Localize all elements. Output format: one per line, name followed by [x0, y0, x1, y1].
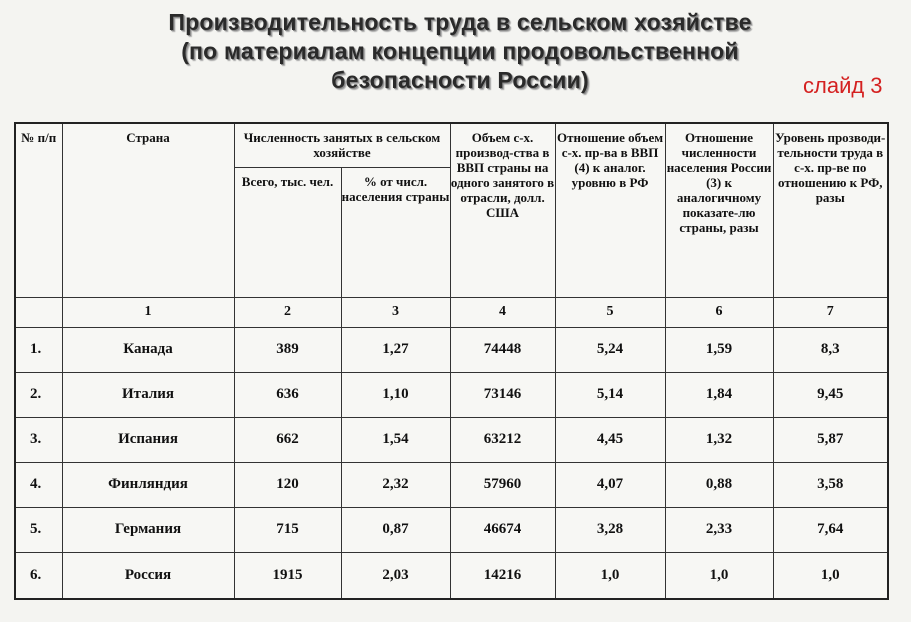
row-total: 120	[234, 462, 341, 507]
row-index: 3.	[15, 417, 62, 462]
column-number: 2	[234, 297, 341, 327]
row-country: Испания	[62, 417, 234, 462]
header-employed-total: Всего, тыс. чел.	[234, 167, 341, 297]
row-level: 7,64	[773, 507, 888, 552]
header-employed-group: Численность занятых в сельском хозяйстве	[234, 123, 450, 167]
row-output-ratio: 4,07	[555, 462, 665, 507]
row-pct: 2,32	[341, 462, 450, 507]
row-pop-ratio: 1,84	[665, 372, 773, 417]
table-row	[15, 552, 888, 599]
header-country: Страна	[62, 123, 234, 297]
row-output: 14216	[450, 552, 555, 599]
row-pct: 1,10	[341, 372, 450, 417]
slide-label: слайд 3	[803, 73, 883, 98]
header-num: № п/п	[15, 123, 62, 297]
table-row	[15, 417, 888, 462]
row-index: 2.	[15, 372, 62, 417]
row-index: 1.	[15, 327, 62, 372]
header-row-top	[15, 123, 888, 167]
column-number: 3	[341, 297, 450, 327]
row-output-ratio: 5,24	[555, 327, 665, 372]
row-pop-ratio: 0,88	[665, 462, 773, 507]
row-level: 3,58	[773, 462, 888, 507]
title-line-2: (по материалам концепции продовольственной	[181, 38, 739, 64]
row-total: 389	[234, 327, 341, 372]
row-pct: 1,54	[341, 417, 450, 462]
header-employed-pct: % от числ. населения страны	[341, 167, 450, 297]
table-row	[15, 327, 888, 372]
row-pop-ratio: 1,59	[665, 327, 773, 372]
row-output-ratio: 5,14	[555, 372, 665, 417]
row-index: 5.	[15, 507, 62, 552]
row-country: Россия	[62, 552, 234, 599]
row-output: 74448	[450, 327, 555, 372]
column-number: 7	[773, 297, 888, 327]
row-output: 73146	[450, 372, 555, 417]
table-row	[15, 462, 888, 507]
row-pct: 0,87	[341, 507, 450, 552]
row-total: 1915	[234, 552, 341, 599]
row-pct: 1,27	[341, 327, 450, 372]
column-number: 4	[450, 297, 555, 327]
row-total: 662	[234, 417, 341, 462]
row-total: 715	[234, 507, 341, 552]
table-row	[15, 372, 888, 417]
row-index: 6.	[15, 552, 62, 599]
row-output: 57960	[450, 462, 555, 507]
row-pct: 2,03	[341, 552, 450, 599]
header-output-per-worker: Объем с-х. производ-ства в ВВП страны на одного занятого в отрасли, долл. США	[450, 123, 555, 297]
row-output: 63212	[450, 417, 555, 462]
row-pop-ratio: 1,32	[665, 417, 773, 462]
row-country: Италия	[62, 372, 234, 417]
header-productivity-level: Уровень прозводи-тельности труда в с-х. пр-ве по отношению к РФ, разы	[773, 123, 888, 297]
row-country: Германия	[62, 507, 234, 552]
header-population-ratio: Отношение численности населения России (3) к аналогичному показате-лю страны, разы	[665, 123, 773, 297]
document-title	[70, 8, 850, 95]
row-output-ratio: 4,45	[555, 417, 665, 462]
column-number: 5	[555, 297, 665, 327]
column-number-empty	[15, 297, 62, 327]
title-line-1: Производительность труда в сельском хозяйстве	[168, 9, 752, 35]
productivity-table	[14, 122, 889, 600]
row-level: 9,45	[773, 372, 888, 417]
row-level: 8,3	[773, 327, 888, 372]
row-level: 5,87	[773, 417, 888, 462]
row-output-ratio: 1,0	[555, 552, 665, 599]
row-country: Канада	[62, 327, 234, 372]
row-level: 1,0	[773, 552, 888, 599]
table-row	[15, 507, 888, 552]
title-line-3: безопасности России)	[331, 67, 589, 93]
column-number-row	[15, 297, 888, 327]
column-number: 6	[665, 297, 773, 327]
row-total: 636	[234, 372, 341, 417]
row-output-ratio: 3,28	[555, 507, 665, 552]
row-pop-ratio: 1,0	[665, 552, 773, 599]
row-pop-ratio: 2,33	[665, 507, 773, 552]
row-index: 4.	[15, 462, 62, 507]
row-country: Финляндия	[62, 462, 234, 507]
header-output-ratio: Отношение объем с-х. пр-ва в ВВП (4) к аналог. уровню в РФ	[555, 123, 665, 297]
row-output: 46674	[450, 507, 555, 552]
column-number: 1	[62, 297, 234, 327]
